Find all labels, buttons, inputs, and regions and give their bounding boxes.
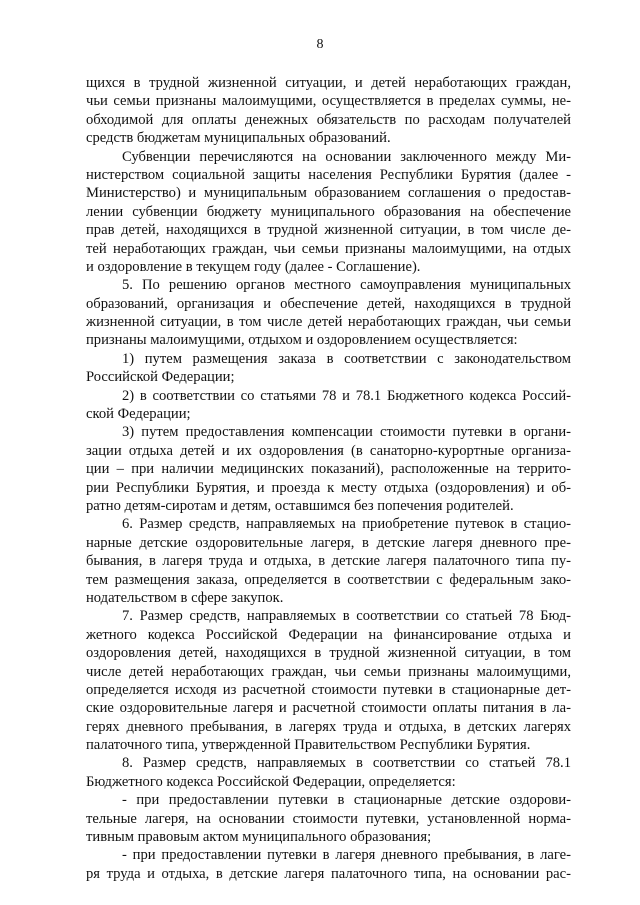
text-line: образований, организация и обеспечение детей, находящихся в трудной [86,295,571,312]
text-line: ратно детям-сиротам и детям, оставшимся без попечения родителей. [86,497,514,514]
text-line: и оздоровление в текущем году (далее - Соглашение). [86,258,421,275]
text-line: тивным правовым актом муниципального образования; [86,829,432,846]
text-line: числе детей неработающих граждан, чьи семьи признаны малоимущими, [86,663,571,680]
text-line: 1) путем размещения заказа в соответствии с законодательством [122,350,571,367]
page-number: 8 [316,37,324,52]
text-line: тельные лагеря, на основании стоимости путевки, установленной норма- [86,810,571,827]
text-line: лении субвенции бюджету муниципального образования на обеспечение [86,203,571,220]
text-line: чьи семьи признаны малоимущими, осуществляется в пределах суммы, не- [86,93,571,110]
text-line: тем размещения заказа, определяется в соответствии с федеральным зако- [86,571,571,588]
text-line: 5. По решению органов местного самоуправления муниципальных [122,277,571,294]
text-line: щихся в трудной жизненной ситуации, и детей неработающих граждан, [86,75,571,91]
text-line: определяется исходя из расчетной стоимости путевки в стационарные дет- [86,681,571,698]
text-line: оздоровления детей, находящихся в трудной жизненной ситуации, в том [86,645,571,662]
text-line: рии Республики Бурятия, и проезда к месту отдыха (оздоровления) и об- [86,479,571,496]
text-line: нарные детские оздоровительные лагеря, в детские лагеря дневного пре- [86,534,571,551]
text-line: Субвенции перечисляются на основании заключенного между Ми- [122,148,571,165]
text-line: жизненной ситуации, в том числе детей неработающих граждан, чьи семьи [86,314,571,331]
text-line: ря труда и отдыха, в детские лагеря палаточного типа, на основании рас- [86,865,571,882]
text-line: - при предоставлении путевки в стационарные детские оздорови- [122,792,571,809]
text-line: палаточного типа, утвержденной Правительством Республики Бурятия. [86,737,531,754]
text-line: Бюджетного кодекса Российской Федерации, определяется: [86,773,456,790]
text-line: ции – при наличии медицинских показаний), расположенные на террито- [86,461,571,478]
text-line: прав детей, находящихся в трудной жизненной ситуации, в том числе де- [86,222,571,239]
text-line: Российской Федерации; [86,369,235,386]
text-line: 8. Размер средств, направляемых в соответствии со статьей 78.1 [122,755,571,772]
text-line: 7. Размер средств, направляемых в соответствии со статьей 78 Бюд- [122,608,571,625]
text-line: Министерство) и муниципальным образованием соглашения о предостав- [86,185,571,202]
text-line: нодательством в сфере закупок. [86,589,284,606]
text-line: 6. Размер средств, направляемых на приобретение путевок в стацио- [122,516,571,533]
text-line: 3) путем предоставления компенсации стоимости путевки в органи- [122,424,571,441]
text-line: бывания, в лагеря труда и отдыха, в детские лагеря палаточного типа пу- [86,553,571,570]
text-line: герях дневного пребывания, в лагерях труда и отдыха, в детских лагерях [86,718,571,735]
text-line: признаны малоимущими, отдыхом и оздоровлением осуществляется: [86,332,518,349]
text-line: жетного кодекса Российской Федерации на финансирование отдыха и [86,626,571,643]
text-line: - при предоставлении путевки в лагеря дневного пребывания, в лаге- [122,847,571,864]
text-line: ские оздоровительные лагеря и расчетной стоимости оплаты питания в ла- [86,700,571,717]
document-body [86,74,571,883]
text-line: нистерством социальной защиты населения Республики Бурятия (далее - [86,166,571,183]
text-line: обходимой для оплаты денежных обязательств по расходам получателей [86,111,571,128]
text-line: средств бюджетам муниципальных образований. [86,130,391,147]
text-line: тей неработающих граждан, чьи семьи признаны малоимущими, на отдых [86,240,571,257]
text-line: зации отдыха детей и их оздоровления (в санаторно-курортные организа- [86,442,571,459]
text-line: 2) в соответствии со статьями 78 и 78.1 Бюджетного кодекса Россий- [122,387,571,404]
text-line: ской Федерации; [86,406,191,423]
